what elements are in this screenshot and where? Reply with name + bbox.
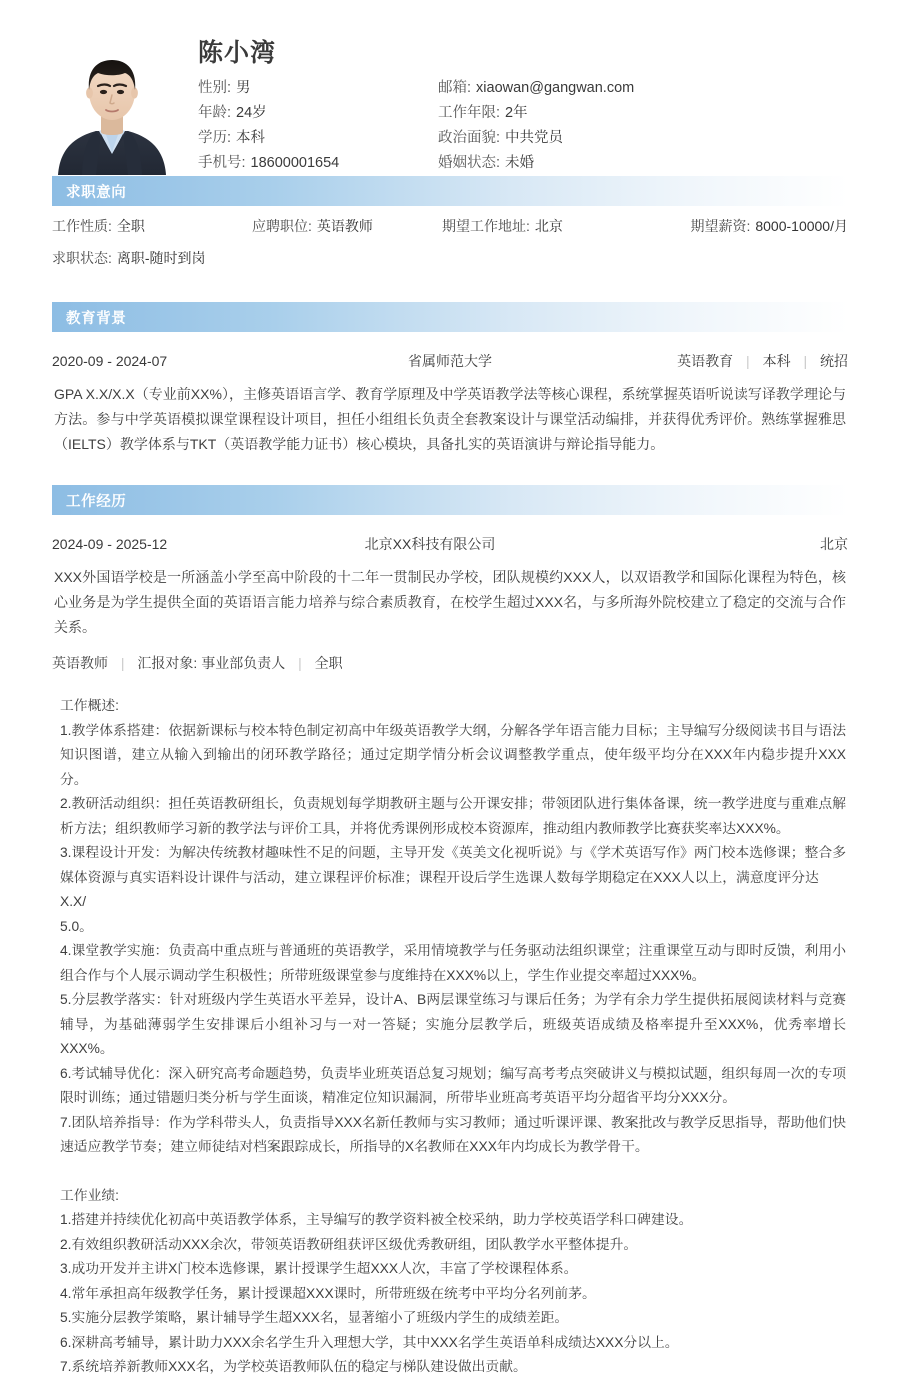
work-employment-type: 全职 <box>314 655 343 671</box>
job-intent-field <box>252 210 442 242</box>
education-meta <box>548 346 848 376</box>
work-block <box>52 515 848 1380</box>
field-label: 求职状态: <box>52 250 112 266</box>
work-overview-item: 3.课程设计开发：为解决传统教材趣味性不足的问题，主导开发《英美文化视听说》与《学术英语写作》两门校本选修课；整合多媒体资源与真实语料设计课件与活动，建立课程评价标准；课程开设后学生选课人数每学期稳定在XXX人以上，满意度评分达 <box>60 845 846 885</box>
field-label: 工作年限: <box>438 105 501 121</box>
profile-field <box>198 76 438 101</box>
job-intent-block <box>52 206 848 274</box>
meta-separator: | <box>298 655 302 671</box>
field-value: 本科 <box>236 130 266 146</box>
education-block <box>52 332 848 457</box>
field-label: 工作性质: <box>52 218 112 234</box>
job-intent-row <box>52 242 848 274</box>
work-role-title: 英语教师 <box>52 655 108 671</box>
work-achievement-item: 3.成功开发并主讲X门校本选修课，累计授课学生超XXX人次，丰富了学校课程体系。 <box>60 1261 578 1276</box>
job-intent-field <box>442 210 672 242</box>
meta-separator: | <box>803 353 808 369</box>
field-value: 未婚 <box>505 155 535 171</box>
field-value: 18600001654 <box>250 155 340 171</box>
work-role-meta <box>52 648 848 678</box>
profile-header <box>52 0 848 171</box>
work-overview-item: 4.课堂教学实施：负责高中重点班与普通班的英语教学，采用情境教学与任务驱动法组织课堂；注重课堂互动与即时反馈，利用小组合作与个人展示调动学生积极性；所带班级课堂参与度维持在XXX%以上，学生作业提交率超过XXX%。 <box>60 943 846 983</box>
work-achievement-item: 2.有效组织教研活动XXX余次，带领英语教研组获评区级优秀教研组，团队教学水平整体提升。 <box>60 1236 638 1252</box>
profile-field <box>198 126 438 151</box>
profile-details <box>172 36 848 176</box>
field-label: 应聘职位: <box>252 218 312 234</box>
work-overview-item: 5.分层教学落实：针对班级内学生英语水平差异，设计A、B两层课堂练习与课后任务；为学有余力学生提供拓展阅读材料与竞赛辅导，为基础薄弱学生安排课后小组补习与一对一答疑；实施分层教学后，班级英语成绩及格率提升至XXX%，优秀率增长XXX%。 <box>60 992 846 1056</box>
avatar <box>52 42 172 175</box>
work-achievement-item: 6.深耕高考辅导，累计助力XXX余名学生升入理想大学，其中XXX名学生英语单科成绩达XXX分以上。 <box>60 1334 679 1350</box>
page-title: 陈小湾 <box>198 39 277 67</box>
meta-separator: | <box>746 353 750 369</box>
work-date: 2024-09 - 2025-12 <box>52 536 168 552</box>
section-header-job-intent <box>52 176 848 206</box>
field-label: 邮箱: <box>438 80 472 96</box>
work-achievements <box>52 1160 848 1380</box>
field-value: 8000-10000/月 <box>755 218 848 234</box>
education-date: 2020-09 - 2024-07 <box>52 353 168 369</box>
field-label: 手机号: <box>198 155 246 171</box>
work-achievement-item: 5.实施分层教学策略，累计辅导学生超XXX名，显著缩小了班级内学生的成绩差距。 <box>60 1310 569 1325</box>
work-report-to: 汇报对象: 事业部负责人 <box>137 655 286 671</box>
field-value: 男 <box>236 80 251 96</box>
work-overview-item: 1.教学体系搭建：依据新课标与校本特色制定初高中年级英语教学大纲，分解各学年语言能力目标；主导编写分级阅读书目与语法知识图谱，建立从输入到输出的闭环教学路径；通过定期学情分析会议调整教学重点，使年级平均分在XXX年内稳步提升XXX分。 <box>60 722 846 787</box>
work-overview-item: X.X/ <box>60 894 87 909</box>
section-header-work <box>52 485 848 515</box>
field-value: 英语教师 <box>316 218 373 234</box>
profile-field <box>438 101 768 126</box>
profile-fields-right <box>438 76 768 176</box>
field-value: 离职-随时到岗 <box>116 250 206 266</box>
field-label: 政治面貌: <box>438 130 501 146</box>
work-achievement-item: 4.常年承担高年级教学任务，累计授课超XXX课时，所带班级在统考中平均分名列前茅。 <box>60 1285 596 1301</box>
field-label: 婚姻状态: <box>438 155 501 171</box>
education-school: 省属师范大学 <box>408 353 492 369</box>
work-overview-item: 7.团队培养指导：作为学科带头人，负责指导XXX名新任教师与实习教师；通过听课评课、教案批改与教学反思指导，帮助他们快速适应教学节奏；建立师徒结对档案跟踪成长，所指导的X名教师在XXX年内均成长为教学骨干。 <box>60 1114 846 1154</box>
field-label: 年龄: <box>198 105 232 121</box>
profile-field <box>198 101 438 126</box>
work-overview-heading: 工作概述: <box>60 698 120 713</box>
field-value: 北京 <box>534 218 563 234</box>
work-achievement-item: 7.系统培养新教师XXX名，为学校英语教师队伍的稳定与梯队建设做出贡献。 <box>60 1359 527 1374</box>
field-label: 期望薪资: <box>690 218 751 234</box>
section-title: 教育背景 <box>66 310 127 327</box>
meta-separator: | <box>120 655 125 671</box>
work-entry-head <box>52 529 848 559</box>
work-location: 北京 <box>820 536 848 552</box>
job-intent-field <box>672 210 848 242</box>
portrait-photo-icon <box>52 42 172 175</box>
work-achievement-item: 1.搭建并持续优化初高中英语教学体系，主导编写的教学资料被全校采纳，助力学校英语学科口碑建设。 <box>60 1212 693 1227</box>
education-description: GPA X.X/X.X（专业前XX%），主修英语语言学、教育学原理及中学英语教学法等核心课程，系统掌握英语听说读写译教学理论与方法。参与中学英语模拟课堂课程设计项目，担任小组组长负责全套教案设计与课堂活动编排，并获得优秀评价。熟练掌握雅思（IELTS）教学体系与TKT（英语教学能力证书）核心模块，具备扎实的英语演讲与辩论指导能力。 <box>54 386 846 452</box>
profile-field-grid <box>198 76 848 176</box>
work-achievement-heading: 工作业绩: <box>60 1187 120 1203</box>
education-major: 英语教育 <box>677 353 734 369</box>
work-company: 北京XX科技有限公司 <box>364 536 496 552</box>
profile-field <box>198 151 438 176</box>
education-degree: 本科 <box>762 353 791 369</box>
block-spacer <box>60 1160 846 1184</box>
section-header-education <box>52 302 848 332</box>
field-value: 2年 <box>505 105 528 121</box>
profile-field <box>438 151 768 176</box>
job-intent-row <box>52 210 848 242</box>
job-intent-field <box>52 210 252 242</box>
education-admission: 统招 <box>820 353 848 369</box>
field-label: 性别: <box>198 80 232 96</box>
job-intent-field <box>52 242 206 274</box>
profile-field <box>438 76 768 101</box>
section-title: 求职意向 <box>66 184 127 201</box>
profile-field <box>438 126 768 151</box>
field-label: 学历: <box>198 130 232 146</box>
field-label: 期望工作地址: <box>442 218 530 234</box>
profile-fields-left <box>198 76 438 176</box>
field-value: xiaowan@gangwan.com <box>476 80 635 96</box>
work-company-intro: XXX外国语学校是一所涵盖小学至高中阶段的十二年一贯制民办学校，团队规模约XXX人，以双语教学和国际化课程为特色，核心业务是为学生提供全面的英语语言能力培养与综合素质教育，在校学生超过XXX名，与多所海外院校建立了稳定的交流与合作关系。 <box>54 569 846 635</box>
education-entry-head <box>52 346 848 376</box>
work-overview-item: 2.教研活动组织：担任英语教研组长，负责规划每学期教研主题与公开课安排；带领团队进行集体备课，统一教学进度与重难点解析方法；组织教师学习新的教学法与评价工具，并将优秀课例形成校本资源库，推动组内教师教学比赛获奖率达XXX%。 <box>60 796 846 836</box>
field-value: 24岁 <box>236 105 267 121</box>
section-title: 工作经历 <box>66 493 127 510</box>
work-overview-item: 5.0。 <box>60 918 93 934</box>
field-value: 中共党员 <box>505 130 564 146</box>
work-overview <box>52 694 848 1160</box>
work-overview-item: 6.考试辅导优化：深入研究高考命题趋势，负责毕业班英语总复习规划；编写高考考点突破讲义与模拟试题，组织每周一次的专项限时训练；通过错题归类分析与学生面谈，精准定位知识漏洞，所带毕业班高考英语平均分超省平均分XXX分。 <box>60 1065 846 1105</box>
field-value: 全职 <box>116 218 145 234</box>
